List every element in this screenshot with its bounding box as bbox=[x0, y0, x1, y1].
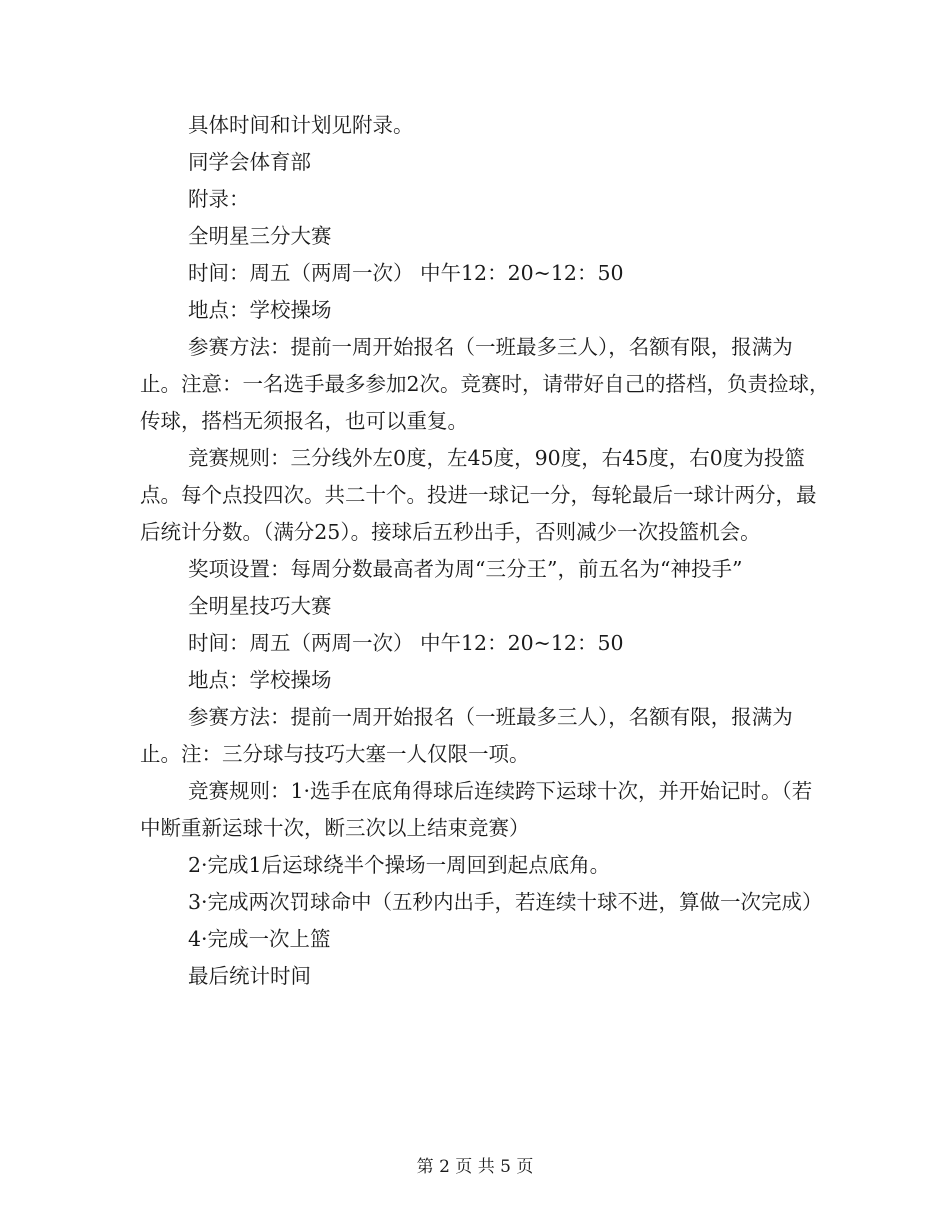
paragraph-event2-signup: 参赛方法：提前一周开始报名（一班最多三人），名额有限，报满为止。注：三分球与技巧大塞一人仅限一项。 bbox=[140, 705, 793, 766]
paragraph-event1-signup: 参赛方法：提前一周开始报名（一班最多三人），名额有限，报满为止。注意：一名选手最多参加2次。竞赛时，请带好自己的搭档，负责捡球，传球，搭档无须报名，也可以重复。 bbox=[140, 335, 830, 433]
paragraph-final-timing: 最后统计时间 bbox=[188, 964, 311, 988]
paragraph-signature: 同学会体育部 bbox=[188, 150, 311, 174]
paragraph-event2-rule-4: 4·完成一次上篮 bbox=[188, 927, 331, 951]
paragraph-event2-rule-1: 竞赛规则：1·选手在底角得球后连续跨下运球十次，并开始记时。（若中断重新运球十次，断三次以上结束竞赛） bbox=[140, 779, 813, 840]
paragraph-event2-rule-2: 2·完成1后运球绕半个操场一周回到起点底角。 bbox=[188, 853, 611, 877]
paragraph-event1-rules: 竞赛规则：三分线外左0度，左45度，90度，右45度，右0度为投篮点。每个点投四次。共二十个。投进一球记一分，每轮最后一球计两分，最后统计分数。（满分25）。接球后五秒出手，否则减少一次投篮机会。 bbox=[140, 446, 817, 544]
paragraph-event1-time: 时间：周五（两周一次） 中午12：20~12：50 bbox=[188, 261, 624, 285]
paragraph-appendix-heading: 附录： bbox=[188, 187, 250, 211]
paragraph-event2-rule-3: 3·完成两次罚球命中（五秒内出手，若连续十球不进，算做一次完成） bbox=[188, 890, 823, 914]
paragraph-event1-location: 地点：学校操场 bbox=[188, 298, 332, 322]
paragraph-event2-time: 时间：周五（两周一次） 中午12：20~12：50 bbox=[188, 631, 624, 655]
document-body bbox=[140, 107, 830, 995]
paragraph-event1-title: 全明星三分大赛 bbox=[188, 224, 332, 248]
paragraph-event2-location: 地点：学校操场 bbox=[188, 668, 332, 692]
paragraph-intro-note: 具体时间和计划见附录。 bbox=[188, 113, 414, 137]
paragraph-event1-awards: 奖项设置：每周分数最高者为周“三分王”，前五名为“神投手” bbox=[188, 557, 743, 581]
paragraph-event2-title: 全明星技巧大赛 bbox=[188, 594, 332, 618]
page-number-footer: 第 2 页 共 5 页 bbox=[416, 1157, 534, 1177]
